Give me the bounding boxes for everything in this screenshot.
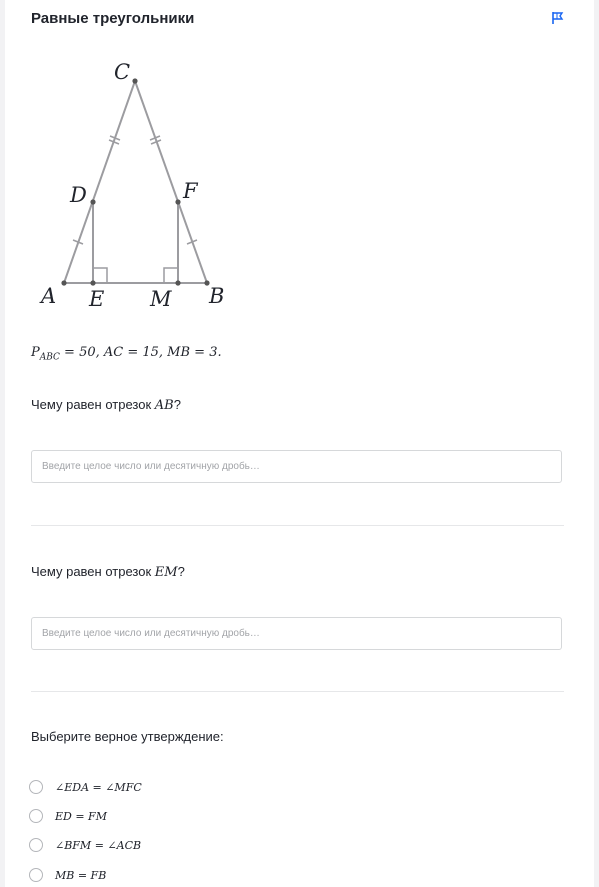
radio-button[interactable]	[29, 838, 43, 852]
choice-prompt: Выберите верное утверждение:	[31, 729, 224, 744]
answer-input-ab[interactable]	[31, 450, 562, 483]
answer-input-em[interactable]	[31, 617, 562, 650]
segment-em-label: EM	[154, 565, 178, 580]
point-e	[90, 280, 95, 285]
segment-ab-label: AB	[154, 398, 174, 413]
question-em: Чему равен отрезок EM?	[31, 564, 185, 580]
given-p: P	[31, 345, 40, 360]
given-conditions	[31, 345, 222, 363]
label-f: F	[183, 179, 198, 203]
question-ab: Чему равен отрезок AB?	[31, 397, 181, 413]
point-f	[175, 199, 180, 204]
label-c: C	[114, 60, 131, 84]
option-bfm-acb[interactable]	[29, 835, 141, 855]
right-angle-e	[93, 268, 107, 283]
given-rest: = 50, AC = 15, MB = 3.	[59, 345, 222, 360]
option-mb-fb[interactable]	[29, 865, 106, 885]
option-label: ∠EDA = ∠MFC	[55, 780, 142, 794]
radio-button[interactable]	[29, 780, 43, 794]
point-a	[61, 280, 66, 285]
flag-icon[interactable]	[551, 11, 565, 25]
radio-button[interactable]	[29, 809, 43, 823]
label-a: A	[41, 284, 57, 308]
label-m: M	[150, 287, 172, 311]
label-b: B	[209, 284, 225, 308]
right-angle-m	[164, 268, 178, 283]
exercise-title: Равные треугольники	[31, 10, 195, 27]
radio-button[interactable]	[29, 868, 43, 882]
option-label: MB = FB	[55, 868, 107, 882]
point-m	[175, 280, 180, 285]
point-d	[90, 199, 95, 204]
triangle-figure	[31, 50, 241, 320]
option-label: ED = FM	[55, 809, 107, 823]
side-ac	[64, 81, 135, 283]
point-c	[132, 78, 137, 83]
given-p-sub: ABC	[39, 352, 60, 363]
label-d: D	[70, 183, 87, 207]
label-e: E	[89, 287, 105, 311]
exercise-card	[5, 0, 594, 887]
divider	[31, 525, 564, 526]
option-ed-fm[interactable]	[29, 806, 107, 826]
divider	[31, 691, 564, 692]
option-label: ∠BFM = ∠ACB	[55, 838, 142, 852]
option-eda-mfc[interactable]	[29, 777, 142, 797]
